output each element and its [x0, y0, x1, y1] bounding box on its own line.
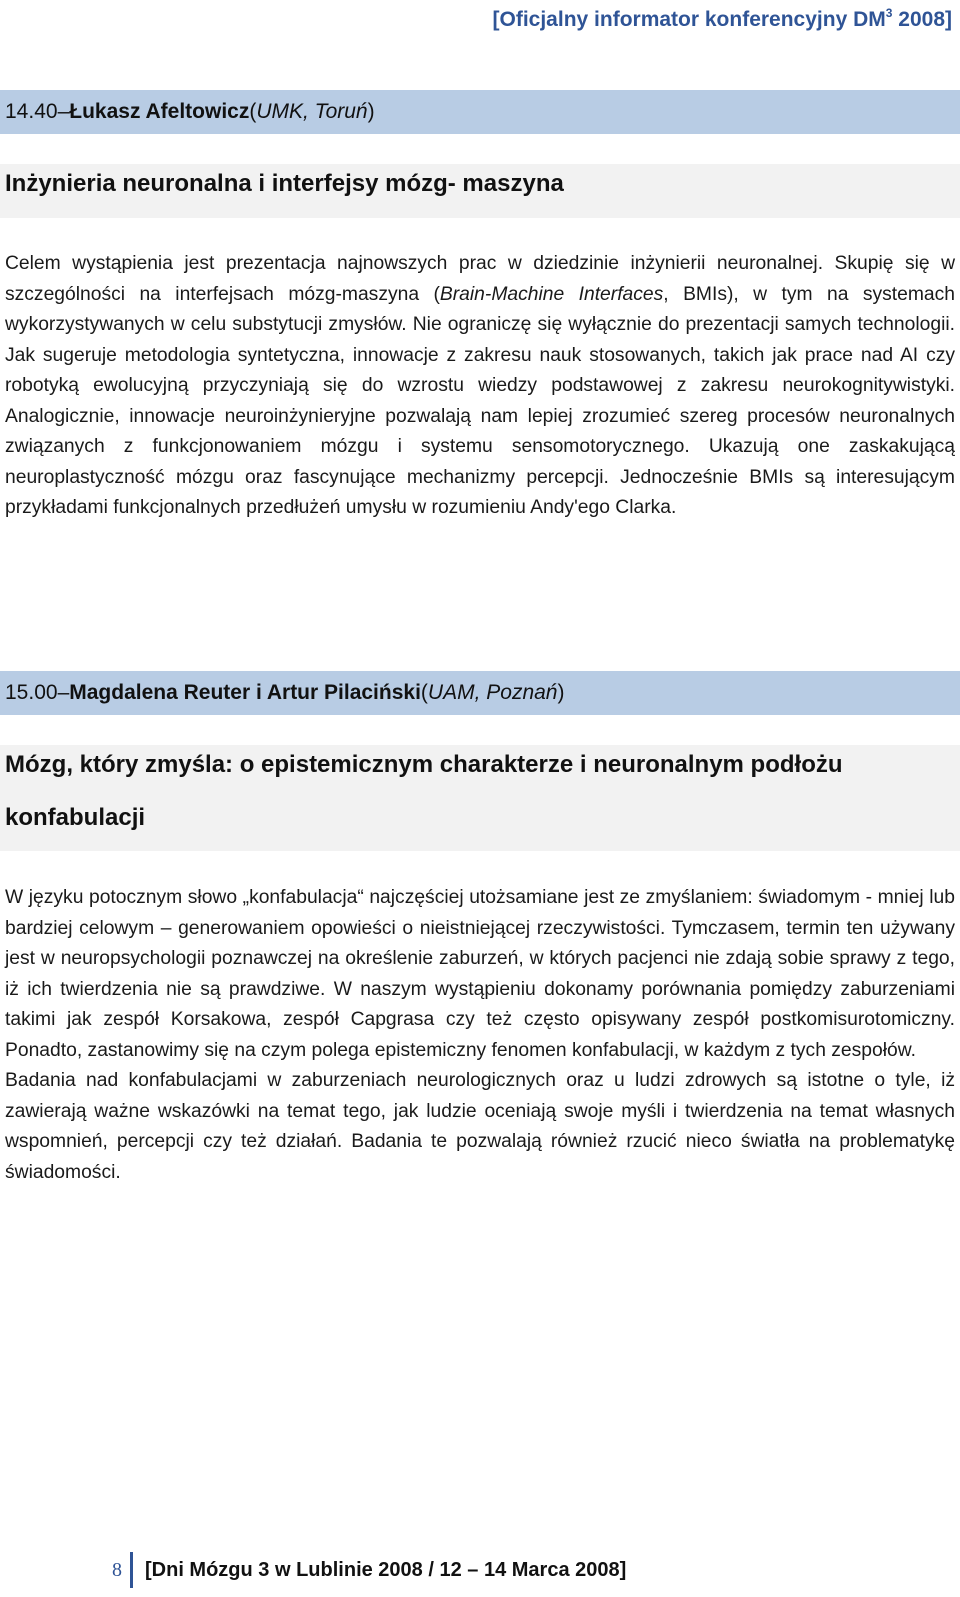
session-bar-2: [0, 671, 960, 715]
talk-title-1: [0, 164, 960, 218]
affiliation-open: (: [420, 681, 428, 704]
abstract-italic-term: Brain-Machine Interfaces: [439, 283, 664, 305]
abstract-1: [5, 249, 955, 524]
affiliation-close: ): [367, 100, 375, 123]
affiliation-open: (: [249, 100, 257, 123]
affiliation-close: ): [557, 681, 565, 704]
session-speaker: Magdalena Reuter i Artur Pilaciński: [69, 681, 421, 704]
page-number: 8: [112, 1552, 133, 1588]
talk-title-line: Inżynieria neuronalna i interfejsy mózg- maszyna: [5, 170, 564, 197]
running-header: [493, 6, 952, 32]
talk-title-line: Mózg, który zmyśla: o epistemicznym charakterze i neuronalnym podłożu: [5, 751, 843, 778]
session-dash: –: [57, 100, 70, 123]
session-affiliation: UMK, Toruń: [256, 100, 368, 123]
session-time: 15.00: [5, 681, 58, 704]
talk-title-2: [0, 745, 960, 851]
abstract-paragraph: [5, 249, 955, 524]
page-footer: [112, 1552, 626, 1588]
session-dash: –: [57, 681, 70, 704]
header-superscript: 3: [885, 6, 893, 20]
abstract-paragraph: W języku potocznym słowo „konfabulacja“ najczęściej utożsamiane jest ze zmyślaniem: świadomym - mniej lub bardziej celowym – generowaniem opowieści o nieistniejącej rzeczywistości. Tymczasem, termin ten używany jest w neuropsychologii poznawczej na określenie zaburzeń, w których pacjenci nie zdają sobie sprawy z tego, iż ich twierdzenia nie są prawdziwe. W naszym wystąpieniu dokonamy porównania pomiędzy zaburzeniami takimi jak zespół Korsakowa, zespół Capgrasa czy też często opisywany zespół postkomisurotomiczny. Ponadto, zastanowimy się na czym polega epistemiczny fenomen konfabulacji, w każdym z tych zespołów.: [5, 887, 955, 1061]
session-affiliation: UAM, Poznań: [427, 681, 558, 704]
abstract-paragraph: Badania nad konfabulacjami w zaburzeniach neurologicznych oraz u ludzi zdrowych są istotne o tyle, iż zawierają ważne wskazówki na temat tego, jak ludzie oceniają swoje myśli i twierdzenia na temat własnych wspomnień, percepcji czy też działań. Badania te pozwalają również rzucić nieco światła na problematykę świadomości.: [5, 1070, 955, 1183]
footer-text: [Dni Mózgu 3 w Lublinie 2008 / 12 – 14 Marca 2008]: [145, 1558, 627, 1581]
header-title: [Oficjalny informator konferencyjny DM: [492, 8, 886, 31]
talk-title-line: konfabulacji: [5, 804, 146, 831]
session-speaker: Łukasz Afeltowicz: [69, 100, 250, 123]
abstract-text: Celem wystąpienia jest prezentacja najnowszych prac w dziedzinie inżynierii neuronalnej. Skupię się w szczególności na interfejsach mózg-maszyna (: [5, 253, 955, 305]
header-title-end: 2008]: [892, 8, 952, 31]
session-bar-1: [0, 90, 960, 134]
abstract-2: [5, 883, 955, 1188]
abstract-text: , BMIs), w tym na systemach wykorzystywanych w celu substytucji zmysłów. Nie ograniczę się wyłącznie do prezentacji samych technologii. Jak sugeruje metodologia syntetyczna, innowacje z zakresu nauk stosowanych, takich jak prace nad AI czy robotyką ewolucyjną przyczyniają się do wzrostu wiedzy podstawowej z zakresu neurokognitywistyki. Analogicznie, innowacje neuroinżynieryjne pozwalają nam lepiej zrozumieć szereg procesów neuronalnych związanych z funkcjonowaniem mózgu i systemu sensomotorycznego. Ukazują one zaskakującą neuroplastyczność mózgu oraz fascynujące mechanizmy percepcji. Jednocześnie BMIs są interesującym przykładami funkcjonalnych przedłużeń umysłu w rozumieniu Andy'ego Clarka.: [5, 283, 956, 518]
session-time: 14.40: [5, 100, 58, 123]
